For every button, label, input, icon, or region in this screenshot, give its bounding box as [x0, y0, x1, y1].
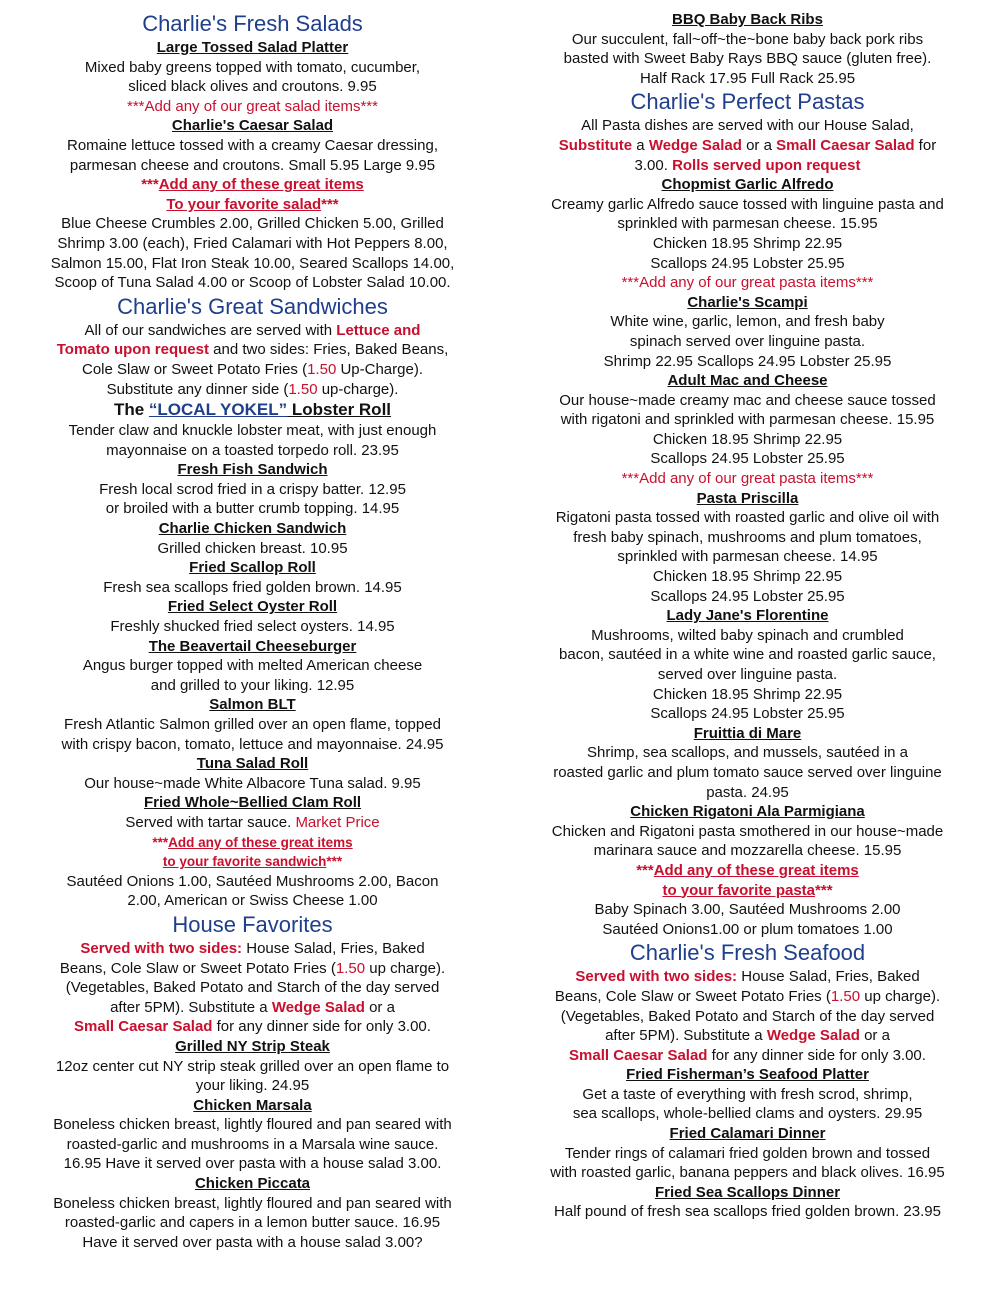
pasta-addons-title: to your favorite pasta	[662, 881, 816, 899]
alfredo-desc: sprinkled with parmesan cheese. 15.95	[617, 215, 878, 233]
seafood-platter-desc: Get a taste of everything with fresh scrod, shrimp,	[582, 1085, 913, 1103]
intro-price: 1.50	[307, 360, 337, 378]
sandwich-addons-line	[20, 833, 485, 853]
scampi-desc: spinach served over linguine pasta.	[629, 332, 866, 350]
intro-text: up charge).	[860, 987, 941, 1005]
intro-text: Substitute any dinner side (	[106, 380, 289, 398]
salad-platter-desc: Mixed baby greens topped with tomato, cucumber,	[84, 58, 421, 76]
intro-text: House Salad, Fries, Baked	[737, 968, 920, 986]
rigatoni-parm-desc: Chicken and Rigatoni pasta smothered in our house~made	[551, 822, 944, 840]
scampi-title: Charlie's Scampi	[687, 293, 808, 311]
priscilla-desc: sprinkled with parmesan cheese. 14.95	[617, 548, 878, 566]
intro-text: for any dinner side for only 3.00.	[212, 1018, 431, 1036]
piccata-desc: Have it served over pasta with a house salad 3.00?	[82, 1233, 423, 1251]
intro-highlight: Wedge Salad	[766, 1027, 860, 1045]
ribs-desc: basted with Sweet Baby Rays BBQ sauce (gluten free).	[563, 50, 932, 68]
salad-addons-line	[20, 195, 485, 215]
intro-text: House Salad, Fries, Baked	[242, 939, 425, 957]
pasta-addons-line	[515, 861, 980, 881]
chicken-sandwich-desc: Grilled chicken breast. 10.95	[157, 539, 348, 557]
priscilla-title: Pasta Priscilla	[696, 489, 799, 507]
mac-cheese-desc: Our house~made creamy mac and cheese sauce tossed	[559, 391, 936, 409]
florentine-desc: Chicken 18.95 Shrimp 22.95	[652, 685, 843, 703]
intro-text: 3.00.	[634, 156, 673, 174]
marsala-desc: 16.95 Have it served over pasta with a house salad 3.00.	[63, 1155, 442, 1173]
lobster-roll-title	[20, 399, 485, 421]
scallop-roll-title: Fried Scallop Roll	[189, 559, 316, 577]
sandwich-intro	[20, 321, 485, 341]
intro-text: All of our sandwiches are served with	[84, 321, 337, 339]
tuna-roll-desc: Our house~made White Albacore Tuna salad. 9.95	[84, 774, 421, 792]
pasta-addons-list: Baby Spinach 3.00, Sautéed Mushrooms 2.00	[594, 901, 901, 919]
ribs-title: BBQ Baby Back Ribs	[672, 11, 823, 28]
florentine-desc: Mushrooms, wilted baby spinach and crumbled	[591, 626, 904, 644]
desc-text: Served with tartar sauce.	[125, 813, 296, 831]
seafood-platter-desc: sea scallops, whole-bellied clams and oysters. 29.95	[572, 1105, 923, 1123]
intro-price: 1.50	[830, 987, 861, 1005]
calamari-dinner-title: Fried Calamari Dinner	[669, 1125, 826, 1143]
sandwich-addons-title: Add any of these great items	[168, 834, 353, 850]
pasta-addons-line	[515, 881, 980, 901]
strip-steak-desc: 12oz center cut NY strip steak grilled over an open flame to	[55, 1057, 450, 1075]
pastas-intro	[515, 156, 980, 176]
sandwich-intro	[20, 360, 485, 380]
favorites-intro	[20, 959, 485, 979]
salad-platter-desc: sliced black olives and croutons. 9.95	[128, 78, 377, 96]
lobster-roll-desc: Tender claw and knuckle lobster meat, with just enough	[68, 422, 437, 440]
clam-roll-desc	[20, 813, 485, 833]
florentine-title: Lady Jane's Florentine	[666, 607, 829, 625]
caesar-title: Charlie's Caesar Salad	[171, 117, 334, 135]
intro-text: Cole Slaw or Sweet Potato Fries (	[82, 360, 308, 378]
seafood-intro	[515, 1046, 980, 1066]
stars: ***	[326, 854, 343, 870]
piccata-title: Chicken Piccata	[194, 1175, 311, 1193]
intro-highlight: Lettuce and	[336, 321, 421, 339]
intro-text: for	[914, 136, 937, 154]
salad-addons-list: Salmon 15.00, Flat Iron Steak 10.00, Seared Scallops 14.00,	[50, 254, 455, 272]
cheeseburger-desc: Angus burger topped with melted American cheese	[82, 657, 423, 675]
di-mare-desc: pasta. 24.95	[706, 783, 789, 801]
favorites-intro	[20, 1017, 485, 1037]
title-part: The	[113, 400, 149, 420]
cheeseburger-desc: and grilled to your liking. 12.95	[150, 676, 355, 694]
ribs-desc: Half Rack 17.95 Full Rack 25.95	[639, 69, 856, 87]
intro-highlight: Substitute	[558, 136, 633, 154]
favorites-intro	[20, 939, 485, 959]
mac-cheese-title: Adult Mac and Cheese	[667, 372, 828, 390]
intro-highlight: Small Caesar Salad	[569, 1046, 708, 1064]
piccata-desc: Boneless chicken breast, lightly floured and pan seared with	[53, 1194, 452, 1212]
left-column	[20, 10, 485, 1252]
rigatoni-parm-desc: marinara sauce and mozzarella cheese. 15.95	[593, 842, 902, 860]
salmon-blt-desc: with crispy bacon, tomato, lettuce and mayonnaise. 24.95	[61, 735, 444, 753]
salad-addons-list: Scoop of Tuna Salad 4.00 or Scoop of Lobster Salad 10.00.	[54, 274, 451, 292]
salmon-blt-desc: Fresh Atlantic Salmon grilled over an open flame, topped	[64, 716, 441, 733]
intro-text: Up-Charge).	[336, 360, 423, 378]
intro-text: and two sides: Fries, Baked Beans,	[208, 341, 449, 359]
intro-highlight: Tomato upon request	[56, 341, 209, 359]
intro-highlight: Served with two sides:	[80, 939, 243, 957]
sandwich-intro	[20, 380, 485, 400]
priscilla-desc: Rigatoni pasta tossed with roasted garlic and olive oil with	[555, 509, 940, 527]
salads-heading: Charlie's Fresh Salads	[142, 11, 363, 36]
intro-highlight: Rolls served upon request	[672, 156, 861, 174]
ribs-desc: Our succulent, fall~off~the~bone baby back pork ribs	[571, 30, 924, 48]
market-price: Market Price	[295, 813, 380, 831]
seafood-intro: (Vegetables, Baked Potato and Starch of the day served	[560, 1007, 935, 1025]
sandwiches-heading: Charlie's Great Sandwiches	[117, 293, 388, 319]
intro-highlight: Wedge Salad	[648, 136, 742, 154]
pasta-addon-note: ***Add any of our great pasta items***	[621, 470, 874, 488]
cheeseburger-title: The Beavertail Cheeseburger	[148, 637, 357, 655]
caesar-desc: parmesan cheese and croutons. Small 5.95 Large 9.95	[69, 156, 436, 174]
salad-addons-list: Blue Cheese Crumbles 2.00, Grilled Chicken 5.00, Grilled	[61, 215, 444, 233]
rigatoni-parm-title: Chicken Rigatoni Ala Parmigiana	[630, 803, 865, 821]
pasta-addons-title: Add any of these great items	[653, 861, 859, 879]
lobster-roll-desc: mayonnaise on a toasted torpedo roll. 23.95	[106, 441, 399, 459]
di-mare-desc: Shrimp, sea scallops, and mussels, sautéed in a	[587, 744, 908, 762]
alfredo-desc: Creamy garlic Alfredo sauce tossed with linguine pasta and	[551, 195, 944, 213]
mac-cheese-desc: Scallops 24.95 Lobster 25.95	[650, 450, 845, 468]
priscilla-desc: Chicken 18.95 Shrimp 22.95	[652, 568, 843, 586]
intro-text: Beans, Cole Slaw or Sweet Potato Fries (	[59, 959, 336, 977]
scallop-roll-desc: Fresh sea scallops fried golden brown. 14.95	[103, 578, 402, 596]
intro-text: or a	[364, 998, 395, 1016]
pasta-addons-list: Sautéed Onions1.00 or plum tomatoes 1.00	[602, 920, 893, 938]
priscilla-desc: Scallops 24.95 Lobster 25.95	[650, 587, 845, 605]
pasta-addon-note: ***Add any of our great pasta items***	[621, 274, 874, 292]
florentine-desc: served over linguine pasta.	[657, 666, 838, 683]
intro-text: or a	[859, 1027, 890, 1045]
strip-steak-title: Grilled NY Strip Steak	[175, 1037, 330, 1055]
stars: ***	[636, 861, 654, 879]
intro-text: up charge).	[365, 959, 446, 977]
scampi-desc: White wine, garlic, lemon, and fresh baby	[610, 313, 885, 331]
scampi-desc: Shrimp 22.95 Scallops 24.95 Lobster 25.95	[603, 352, 892, 370]
salad-addons-line	[20, 175, 485, 195]
seafood-platter-title: Fried Fisherman’s Seafood Platter	[626, 1066, 869, 1084]
seafood-intro	[515, 1026, 980, 1046]
seafood-intro	[515, 967, 980, 987]
piccata-desc: roasted-garlic and capers in a lemon butter sauce. 16.95	[64, 1214, 441, 1232]
title-part: “LOCAL YOKEL”	[148, 400, 288, 420]
calamari-dinner-desc: Tender rings of calamari fried golden brown and tossed	[564, 1144, 931, 1162]
stars: ***	[321, 195, 339, 213]
mac-cheese-desc: Chicken 18.95 Shrimp 22.95	[652, 430, 843, 448]
intro-highlight: Wedge Salad	[271, 998, 365, 1016]
favorites-intro: (Vegetables, Baked Potato and Starch of the day served	[65, 979, 440, 997]
oyster-roll-title: Fried Select Oyster Roll	[167, 598, 338, 616]
salad-addons-title: Add any of these great items	[158, 176, 364, 194]
calamari-dinner-desc: with roasted garlic, banana peppers and black olives. 16.95	[550, 1164, 945, 1182]
priscilla-desc: fresh baby spinach, mushrooms and plum tomatoes,	[573, 528, 922, 546]
pastas-intro	[515, 136, 980, 156]
intro-highlight: Small Caesar Salad	[74, 1018, 213, 1036]
title-part: Lobster Roll	[287, 400, 392, 420]
alfredo-title: Chopmist Garlic Alfredo	[661, 176, 834, 194]
intro-highlight: Small Caesar Salad	[776, 136, 915, 154]
sandwich-addons-list: Sautéed Onions 1.00, Sautéed Mushrooms 2.00, Bacon	[66, 872, 439, 890]
stars: ***	[152, 834, 169, 850]
intro-text: for any dinner side for only 3.00.	[707, 1046, 926, 1064]
intro-text: a	[632, 136, 649, 154]
di-mare-title: Fruittia di Mare	[693, 724, 802, 742]
stars: ***	[141, 176, 159, 194]
salad-addons-list: Shrimp 3.00 (each), Fried Calamari with Hot Peppers 8.00,	[57, 234, 448, 252]
intro-price: 1.50	[335, 959, 366, 977]
florentine-desc: bacon, sautéed in a white wine and roasted garlic sauce,	[559, 646, 936, 664]
intro-text: Beans, Cole Slaw or Sweet Potato Fries (	[554, 987, 831, 1005]
pastas-heading: Charlie's Perfect Pastas	[630, 89, 865, 115]
caesar-desc: Romaine lettuce tossed with a creamy Caesar dressing,	[66, 136, 438, 154]
salad-addons-title: To your favorite salad	[166, 195, 322, 213]
intro-price: 1.50	[288, 380, 318, 398]
intro-text: after 5PM). Substitute a	[110, 998, 272, 1016]
alfredo-desc: Scallops 24.95 Lobster 25.95	[650, 254, 845, 272]
fish-sandwich-title: Fresh Fish Sandwich	[177, 461, 328, 479]
seafood-intro	[515, 987, 980, 1007]
strip-steak-desc: your liking. 24.95	[195, 1077, 310, 1095]
scallops-dinner-desc: Half pound of fresh sea scallops fried golden brown. 23.95	[554, 1203, 941, 1221]
oyster-roll-desc: Freshly shucked fried select oysters. 14.95	[110, 618, 395, 636]
favorites-intro	[20, 998, 485, 1018]
sandwich-addons-line	[20, 852, 485, 872]
sandwich-intro	[20, 340, 485, 360]
sandwich-addons-title: to your favorite sandwich	[162, 854, 327, 870]
stars: ***	[815, 881, 833, 899]
pastas-intro: All Pasta dishes are served with our House Salad,	[581, 117, 914, 135]
marsala-desc: roasted-garlic and mushrooms in a Marsala wine sauce.	[66, 1135, 439, 1153]
favorites-heading: House Favorites	[172, 911, 333, 937]
intro-text: up-charge).	[317, 380, 399, 398]
chicken-sandwich-title: Charlie Chicken Sandwich	[158, 520, 347, 538]
seafood-heading: Charlie's Fresh Seafood	[629, 940, 866, 966]
scallops-dinner-title: Fried Sea Scallops Dinner	[654, 1183, 841, 1201]
intro-text: or a	[741, 136, 777, 154]
mac-cheese-desc: with rigatoni and sprinkled with parmesan cheese. 15.95	[560, 411, 935, 429]
salad-platter-title: Large Tossed Salad Platter	[156, 39, 349, 56]
salmon-blt-title: Salmon BLT	[209, 696, 296, 714]
right-column	[515, 10, 980, 1222]
fish-sandwich-desc: or broiled with a butter crumb topping. 14.95	[105, 500, 400, 518]
tuna-roll-title: Tuna Salad Roll	[196, 755, 309, 773]
florentine-desc: Scallops 24.95 Lobster 25.95	[650, 705, 845, 723]
di-mare-desc: roasted garlic and plum tomato sauce served over linguine	[553, 763, 942, 781]
intro-text: after 5PM). Substitute a	[605, 1027, 767, 1045]
sandwich-addons-list: 2.00, American or Swiss Cheese 1.00	[127, 892, 378, 910]
clam-roll-title: Fried Whole~Bellied Clam Roll	[143, 794, 362, 812]
marsala-title: Chicken Marsala	[193, 1096, 312, 1114]
salad-addon-note: ***Add any of our great salad items***	[127, 97, 378, 115]
marsala-desc: Boneless chicken breast, lightly floured and pan seared with	[53, 1116, 452, 1134]
fish-sandwich-desc: Fresh local scrod fried in a crispy batter. 12.95	[99, 480, 406, 498]
alfredo-desc: Chicken 18.95 Shrimp 22.95	[652, 234, 843, 252]
intro-highlight: Served with two sides:	[575, 968, 738, 986]
